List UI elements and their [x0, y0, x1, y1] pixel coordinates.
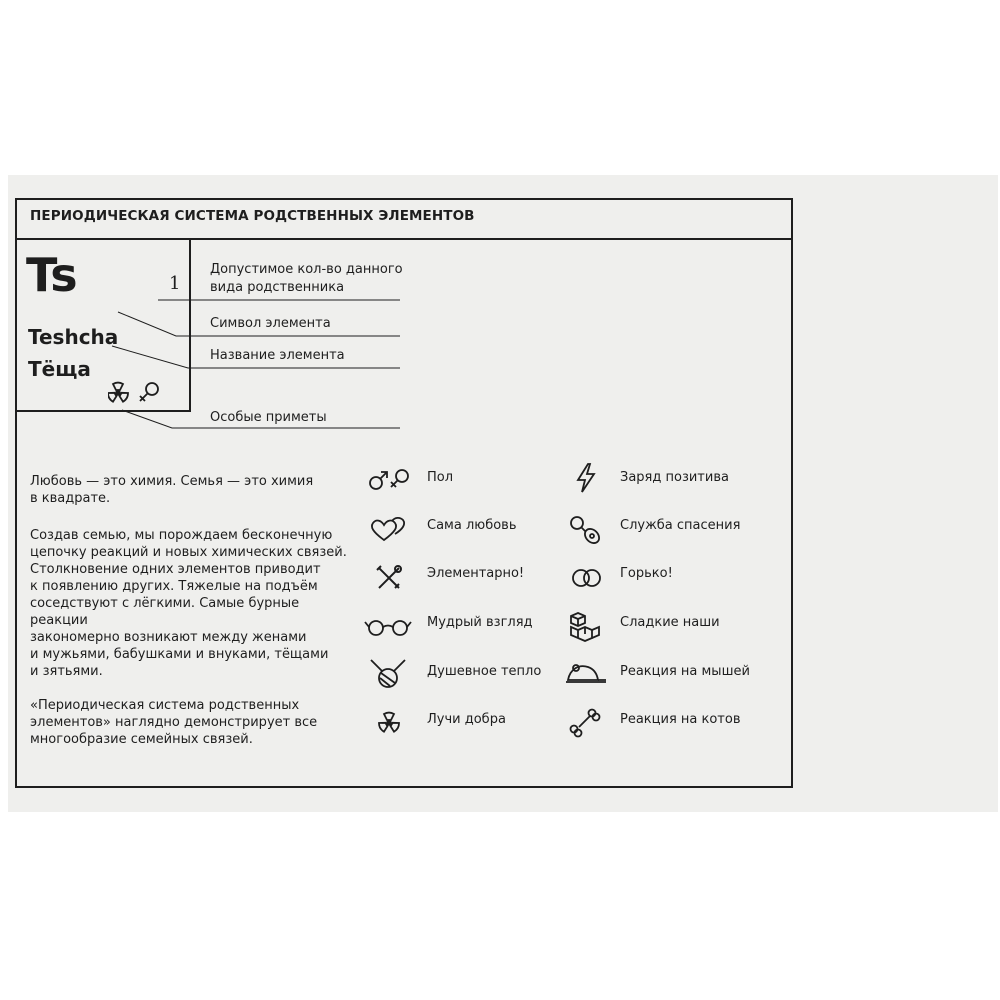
- pacifier-icon: [568, 514, 604, 546]
- radiation-icon: [374, 708, 404, 738]
- legend-symbol: Символ элемента: [210, 316, 331, 331]
- legend-signs: Особые приметы: [210, 410, 327, 425]
- element-name-latin: Teshcha: [28, 325, 119, 349]
- intro-paragraph: Любовь — это химия. Семья — это химия в квадрате.: [30, 474, 314, 506]
- summary-paragraph: «Периодическая система родственных элементов» наглядно демонстрирует все многообразие семейных связей.: [30, 698, 318, 747]
- legend-count-line1: Допустимое кол-во данного: [210, 262, 403, 277]
- legend-label: Лучи добра: [427, 712, 506, 727]
- mouse-icon: [564, 660, 608, 686]
- legend-label: Служба спасения: [620, 518, 741, 533]
- chemistry-paragraph: Создав семью, мы порождаем бесконечную цепочку реакций и новых химических связей. Столкновение одних элементов приводит к появлению других. Тяжелые на подъём соседствуют с лёгкими. Самые бурные реакции закономерно возникают между женами и мужьями, бабушками и внуками, тёщами и зятьями.: [30, 528, 347, 679]
- legend-label: Реакция на котов: [620, 712, 741, 727]
- legend-label: Элементарно!: [427, 566, 525, 581]
- legend-label: Сама любовь: [427, 518, 517, 533]
- element-symbol: Ts: [26, 248, 77, 302]
- legend-label: Мудрый взгляд: [427, 615, 533, 630]
- legend-count-line2: вида родственника: [210, 280, 345, 295]
- bone-icon: [568, 708, 602, 738]
- lightning-icon: [574, 462, 598, 494]
- sugar-cubes-icon: [568, 610, 602, 642]
- glasses-icon: [364, 615, 414, 639]
- gender-symbols-icon: [366, 464, 414, 494]
- legend-name: Название элемента: [210, 348, 345, 363]
- legend-label: Душевное тепло: [427, 664, 542, 679]
- legend-label: Пол: [427, 470, 454, 485]
- section-title: ПЕРИОДИЧЕСКАЯ СИСТЕМА РОДСТВЕННЫХ ЭЛЕМЕНТОВ: [30, 208, 475, 224]
- legend-label: Горько!: [620, 566, 673, 581]
- two-hearts-icon: [368, 514, 412, 544]
- legend-label: Реакция на мышей: [620, 664, 750, 679]
- element-name-russian: Тёща: [28, 357, 91, 381]
- tools-icon: [374, 563, 404, 593]
- ball-of-yarn-icon: [368, 656, 408, 692]
- legend-label: Сладкие наши: [620, 615, 720, 630]
- legend-label: Заряд позитива: [620, 470, 729, 485]
- wedding-rings-icon: [570, 565, 604, 591]
- element-count: 1: [169, 273, 181, 294]
